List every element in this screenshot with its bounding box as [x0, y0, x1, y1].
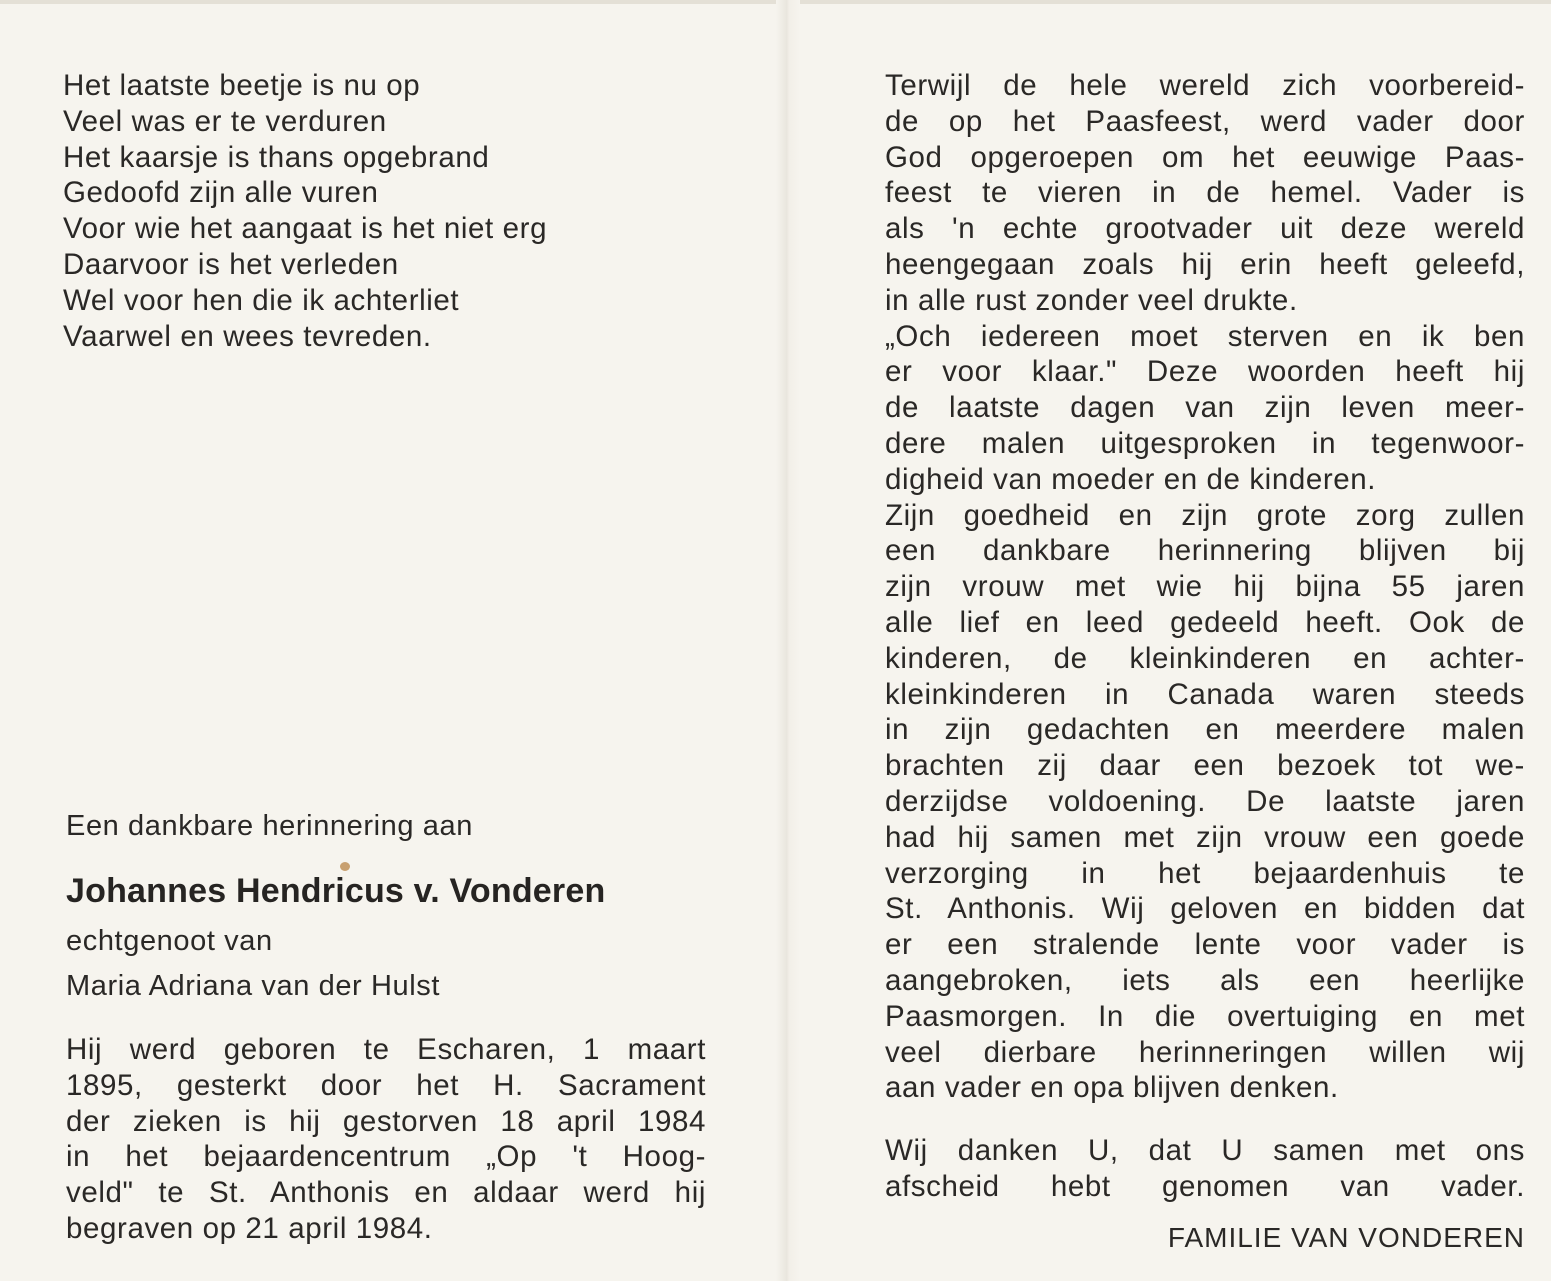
deceased-name: Johannes Hendricus v. Vonderen	[66, 872, 606, 910]
biography	[66, 1032, 706, 1247]
text-line: derzijdse voldoening. De laatste jaren	[885, 784, 1525, 818]
text-line: had hij samen met zijn vrouw een goede	[885, 820, 1525, 854]
text-line: aangebroken, iets als een heerlijke	[885, 963, 1525, 997]
text-line: Veel was er te verduren	[63, 104, 387, 138]
text-line: Wel voor hen die ik achterliet	[63, 283, 460, 317]
text-line: „Och iedereen moet sterven en ik ben	[885, 319, 1525, 353]
text-line: Wij danken U, dat U samen met ons	[885, 1134, 1525, 1167]
text-line: Paasmorgen. In die overtuiging en met	[885, 999, 1525, 1033]
text-line: in het bejaardencentrum „Op 't Hoog-	[66, 1140, 706, 1174]
text-line: in alle rust zonder veel drukte.	[885, 283, 1298, 317]
text-line: Zijn goedheid en zijn grote zorg zullen	[885, 498, 1525, 532]
stain	[340, 862, 350, 871]
spouse-label: echtgenoot van	[66, 925, 273, 957]
text-line: alle lief en leed gedeeld heeft. Ook de	[885, 605, 1525, 639]
text-line: Gedoofd zijn alle vuren	[63, 176, 379, 210]
text-line: Het kaarsje is thans opgebrand	[63, 140, 490, 174]
text-line: digheid van moeder en de kinderen.	[885, 462, 1377, 496]
text-line: de laatste dagen van zijn leven meer-	[885, 391, 1525, 425]
text-line: Daarvoor is het verleden	[63, 247, 399, 281]
text-line: er voor klaar." Deze woorden heeft hij	[885, 355, 1525, 389]
text-line: veel dierbare herinneringen willen wij	[885, 1035, 1525, 1069]
memorial-intro: Een dankbare herinnering aan	[66, 810, 473, 842]
text-line: er een stralende lente voor vader is	[885, 928, 1525, 962]
text-line: feest te vieren in de hemel. Vader is	[885, 176, 1525, 210]
text-line: der zieken is hij gestorven 18 april 1984	[66, 1104, 706, 1138]
eulogy-text	[885, 68, 1525, 1106]
text-line: Hij werd geboren te Escharen, 1 maart	[66, 1033, 706, 1066]
card-fold	[776, 0, 800, 1281]
text-line: zijn vrouw met wie hij bijna 55 jaren	[885, 570, 1525, 604]
text-line: dere malen uitgesproken in tegenwoor-	[885, 426, 1525, 460]
spouse-name: Maria Adriana van der Hulst	[66, 970, 441, 1002]
thanks-text	[885, 1133, 1525, 1205]
text-line: Terwijl de hele wereld zich voorbereid-	[885, 69, 1525, 102]
text-line: een dankbare herinnering blijven bij	[885, 534, 1525, 568]
text-line: God opgeroepen om het eeuwige Paas-	[885, 140, 1525, 174]
family-signature: FAMILIE VAN VONDEREN	[1167, 1222, 1525, 1253]
poem	[63, 68, 547, 354]
text-line: als 'n echte grootvader uit deze wereld	[885, 212, 1525, 246]
text-line: Vaarwel en wees tevreden.	[63, 319, 432, 353]
text-line: brachten zij daar een bezoek tot we-	[885, 749, 1525, 783]
text-line: in zijn gedachten en meerdere malen	[885, 713, 1525, 747]
text-line: begraven op 21 april 1984.	[66, 1211, 433, 1245]
text-line: heengegaan zoals hij erin heeft geleefd,	[885, 247, 1525, 281]
text-line: verzorging in het bejaardenhuis te	[885, 856, 1525, 890]
text-line: 1895, gesterkt door het H. Sacrament	[66, 1068, 706, 1102]
text-line: veld" te St. Anthonis en aldaar werd hij	[66, 1176, 706, 1210]
text-line: St. Anthonis. Wij geloven en bidden dat	[885, 892, 1525, 926]
text-line: aan vader en opa blijven denken.	[885, 1071, 1339, 1105]
text-line: kleinkinderen in Canada waren steeds	[885, 677, 1525, 711]
text-line: afscheid hebt genomen van vader.	[885, 1169, 1525, 1203]
text-line: Het laatste beetje is nu op	[63, 69, 421, 102]
text-line: Voor wie het aangaat is het niet erg	[63, 212, 548, 246]
text-line: de op het Paasfeest, werd vader door	[885, 104, 1525, 138]
text-line: kinderen, de kleinkinderen en achter-	[885, 641, 1525, 675]
